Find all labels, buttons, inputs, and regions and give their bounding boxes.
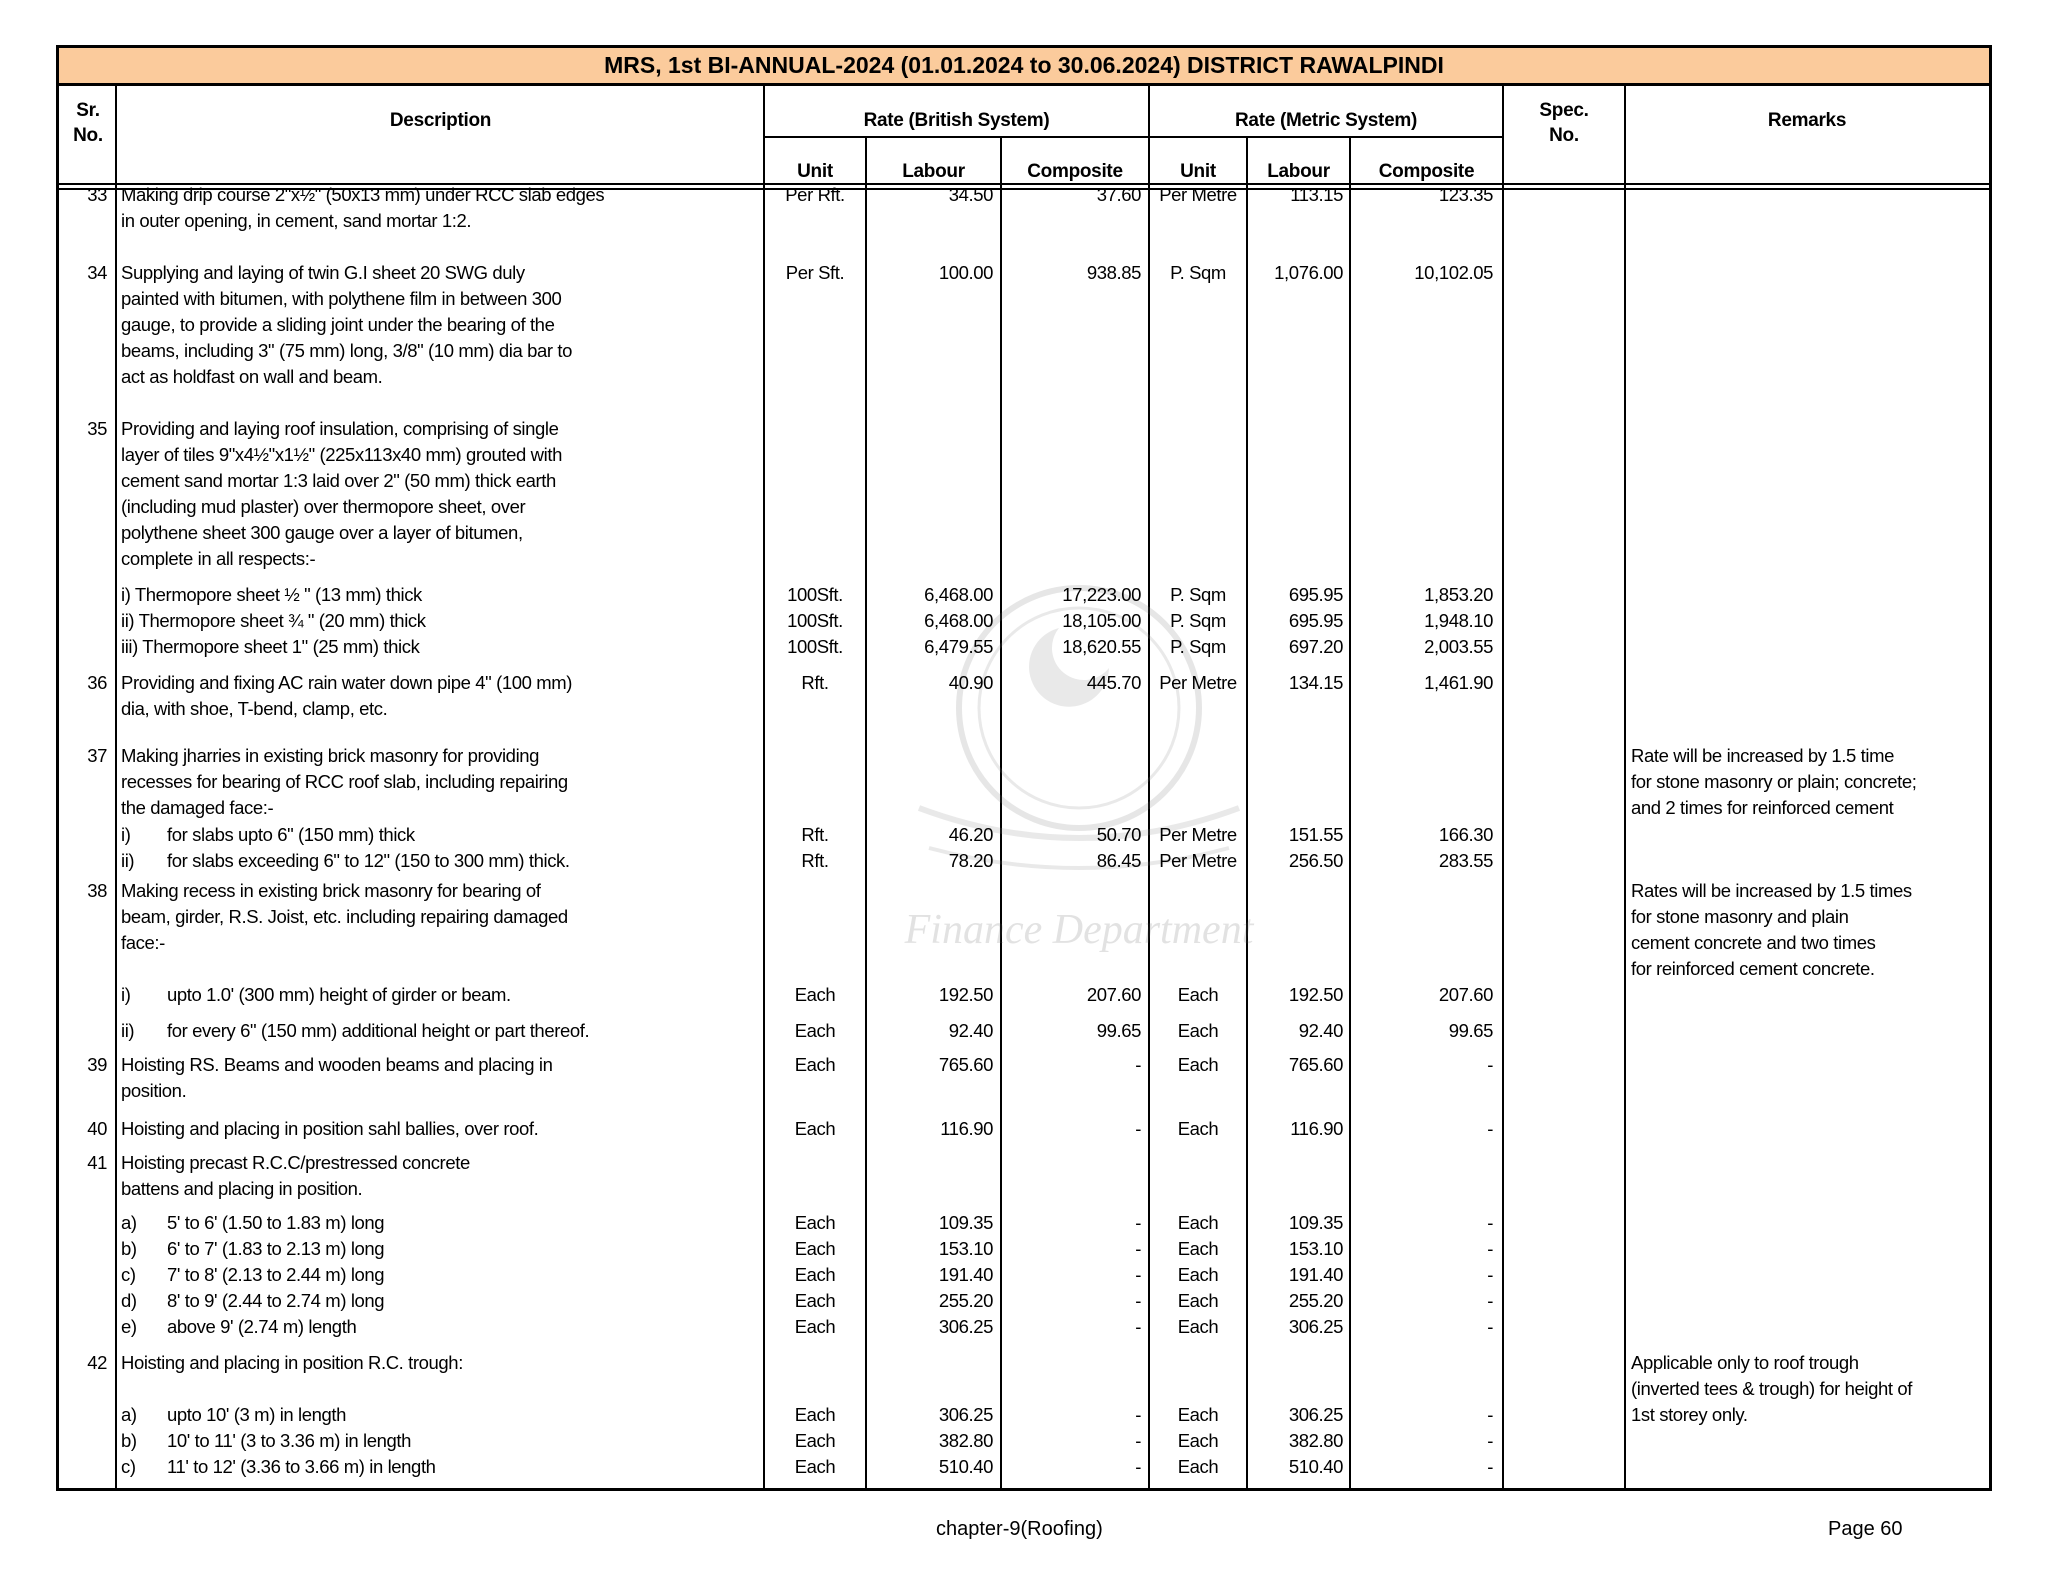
metric-labour-rate: 113.15 <box>1290 184 1343 205</box>
british-composite-rate: 207.60 <box>1086 984 1141 1005</box>
remarks-text: Rates will be increased by 1.5 times <box>1631 880 1912 901</box>
metric-composite-rate: - <box>1487 1290 1493 1311</box>
sub-item-marker: i) <box>121 984 131 1005</box>
metric-labour-rate: 134.15 <box>1288 672 1343 693</box>
description-text: 5' to 6' (1.50 to 1.83 m) long <box>167 1212 385 1233</box>
british-unit: Each <box>794 1238 836 1259</box>
description-text: beams, including 3" (75 mm) long, 3/8" (10 mm) dia bar to <box>121 340 572 361</box>
sub-item-marker: ii) <box>121 1020 135 1041</box>
description-text: above 9' (2.74 m) length <box>167 1316 357 1337</box>
serial-number: 42 <box>87 1352 107 1373</box>
british-unit: Each <box>794 1264 836 1285</box>
metric-composite-rate: 1,948.10 <box>1424 610 1493 631</box>
col-line-sr <box>115 86 117 1488</box>
metric-composite-rate: - <box>1487 1118 1493 1139</box>
metric-labour-rate: 695.95 <box>1288 610 1343 631</box>
british-unit: Each <box>794 1456 836 1477</box>
serial-number: 35 <box>87 418 107 439</box>
british-labour-rate: 306.25 <box>938 1404 993 1425</box>
metric-unit: P. Sqm <box>1170 584 1226 605</box>
description-text: ii) Thermopore sheet ¾ " (20 mm) thick <box>121 610 426 631</box>
metric-labour-rate: 1,076.00 <box>1274 262 1343 283</box>
british-unit: Rft. <box>801 824 829 845</box>
british-composite-rate: 18,105.00 <box>1062 610 1141 631</box>
description-text: polythene sheet 300 gauge over a layer of bitumen, <box>121 522 523 543</box>
british-labour-rate: 510.40 <box>938 1456 993 1477</box>
metric-unit: Per Metre <box>1159 824 1237 845</box>
british-unit: Each <box>794 1054 836 1075</box>
metric-unit: Each <box>1177 1316 1219 1337</box>
serial-number: 41 <box>87 1152 107 1173</box>
serial-number: 39 <box>87 1054 107 1075</box>
british-unit: Each <box>794 1316 836 1337</box>
header-description: Description <box>389 110 492 131</box>
serial-number: 33 <box>87 184 107 205</box>
british-composite-rate: - <box>1135 1430 1141 1451</box>
description-text: Making jharries in existing brick masonry for providing <box>121 745 540 766</box>
metric-labour-rate: 109.35 <box>1288 1212 1343 1233</box>
metric-composite-rate: - <box>1487 1054 1493 1075</box>
british-composite-rate: - <box>1135 1456 1141 1477</box>
british-composite-rate: 18,620.55 <box>1062 636 1141 657</box>
sub-item-marker: b) <box>121 1238 137 1259</box>
british-unit: Each <box>794 1212 836 1233</box>
british-composite-rate: 17,223.00 <box>1062 584 1141 605</box>
header-metric-labour: Labour <box>1267 161 1330 182</box>
description-text: upto 1.0' (300 mm) height of girder or beam. <box>167 984 511 1005</box>
metric-composite-rate: - <box>1487 1316 1493 1337</box>
description-text: in outer opening, in cement, sand mortar 1:2. <box>121 210 472 231</box>
british-unit: Rft. <box>801 672 829 693</box>
header-british-unit: Unit <box>797 161 833 182</box>
serial-number: 37 <box>87 745 107 766</box>
metric-unit: Each <box>1177 1118 1219 1139</box>
metric-composite-rate: 10,102.05 <box>1414 262 1493 283</box>
metric-composite-rate: 283.55 <box>1438 850 1493 871</box>
metric-labour-rate: 256.50 <box>1288 850 1343 871</box>
british-composite-rate: 99.65 <box>1096 1020 1141 1041</box>
metric-labour-rate: 765.60 <box>1288 1054 1343 1075</box>
metric-labour-rate: 191.40 <box>1288 1264 1343 1285</box>
description-text: Supplying and laying of twin G.I sheet 20 SWG duly <box>121 262 525 283</box>
header-british-system: Rate (British System) <box>863 110 1050 131</box>
sub-item-marker: c) <box>121 1456 136 1477</box>
british-labour-rate: 40.90 <box>948 672 993 693</box>
description-text: 6' to 7' (1.83 to 2.13 m) long <box>167 1238 385 1259</box>
description-text: Hoisting and placing in position R.C. trough: <box>121 1352 463 1373</box>
british-labour-rate: 6,479.55 <box>924 636 993 657</box>
metric-unit: Each <box>1177 1430 1219 1451</box>
header-spec-no: Spec. No. <box>1539 100 1589 146</box>
british-unit: Each <box>794 1430 836 1451</box>
metric-labour-rate: 255.20 <box>1288 1290 1343 1311</box>
british-labour-rate: 382.80 <box>938 1430 993 1451</box>
metric-unit: Each <box>1177 1456 1219 1477</box>
metric-unit: Per Metre <box>1159 672 1237 693</box>
description-text: Providing and fixing AC rain water down pipe 4" (100 mm) <box>121 672 573 693</box>
metric-labour-rate: 116.90 <box>1290 1118 1343 1139</box>
sub-item-marker: i) <box>121 824 131 845</box>
footer-page-number: Page 60 <box>1828 1518 1903 1540</box>
rate-table <box>56 45 1992 1491</box>
british-labour-rate: 255.20 <box>938 1290 993 1311</box>
sub-item-marker: ii) <box>121 850 135 871</box>
description-text: cement sand mortar 1:3 laid over 2" (50 mm) thick earth <box>121 470 556 491</box>
metric-unit: P. Sqm <box>1170 610 1226 631</box>
remarks-text: for reinforced cement concrete. <box>1631 958 1875 979</box>
metric-unit: P. Sqm <box>1170 636 1226 657</box>
header-metric-system: Rate (Metric System) <box>1235 110 1417 131</box>
description-text: upto 10' (3 m) in length <box>167 1404 347 1425</box>
metric-labour-rate: 92.40 <box>1298 1020 1343 1041</box>
description-text: for every 6" (150 mm) additional height or part thereof. <box>167 1020 590 1041</box>
sub-item-marker: a) <box>121 1212 137 1233</box>
british-unit: Per Sft. <box>785 262 845 283</box>
serial-number: 40 <box>87 1118 107 1139</box>
description-text: i) Thermopore sheet ½ " (13 mm) thick <box>121 584 422 605</box>
description-text: face:- <box>121 932 165 953</box>
british-labour-rate: 109.35 <box>938 1212 993 1233</box>
description-text: Providing and laying roof insulation, comprising of single <box>121 418 559 439</box>
metric-labour-rate: 306.25 <box>1288 1316 1343 1337</box>
header-metric-unit: Unit <box>1180 161 1216 182</box>
serial-number: 34 <box>87 262 107 283</box>
description-text: Hoisting RS. Beams and wooden beams and placing in <box>121 1054 553 1075</box>
header-divider-sub <box>764 136 1503 138</box>
metric-composite-rate: 1,853.20 <box>1424 584 1493 605</box>
watermark-text: Finance Department <box>904 907 1254 953</box>
description-text: for slabs upto 6" (150 mm) thick <box>167 824 415 845</box>
metric-composite-rate: - <box>1487 1404 1493 1425</box>
metric-labour-rate: 151.55 <box>1288 824 1343 845</box>
metric-unit: Each <box>1177 1212 1219 1233</box>
metric-composite-rate: 166.30 <box>1438 824 1493 845</box>
british-unit: Each <box>794 1118 836 1139</box>
british-composite-rate: 86.45 <box>1096 850 1141 871</box>
metric-unit: Each <box>1177 1290 1219 1311</box>
metric-unit: Each <box>1177 1264 1219 1285</box>
metric-composite-rate: 207.60 <box>1438 984 1493 1005</box>
description-text: iii) Thermopore sheet 1" (25 mm) thick <box>121 636 420 657</box>
metric-composite-rate: 123.35 <box>1438 184 1493 205</box>
description-text: act as holdfast on wall and beam. <box>121 366 383 387</box>
metric-unit: Per Metre <box>1159 184 1237 205</box>
description-text: battens and placing in position. <box>121 1178 363 1199</box>
british-composite-rate: 37.60 <box>1096 184 1141 205</box>
metric-composite-rate: 2,003.55 <box>1424 636 1493 657</box>
description-text: Hoisting precast R.C.C/prestressed concrete <box>121 1152 470 1173</box>
remarks-text: Applicable only to roof trough <box>1631 1352 1859 1373</box>
remarks-text: (inverted tees & trough) for height of <box>1631 1378 1912 1399</box>
metric-labour-rate: 510.40 <box>1288 1456 1343 1477</box>
british-composite-rate: - <box>1135 1054 1141 1075</box>
british-unit: Each <box>794 1290 836 1311</box>
header-remarks: Remarks <box>1767 110 1847 131</box>
remarks-text: for stone masonry and plain <box>1631 906 1849 927</box>
metric-unit: Each <box>1177 1020 1219 1041</box>
british-labour-rate: 46.20 <box>948 824 993 845</box>
remarks-text: 1st storey only. <box>1631 1404 1748 1425</box>
british-labour-rate: 100.00 <box>938 262 993 283</box>
british-unit: Each <box>794 1404 836 1425</box>
british-unit: 100Sft. <box>787 584 843 605</box>
serial-number: 36 <box>87 672 107 693</box>
british-composite-rate: - <box>1135 1264 1141 1285</box>
british-labour-rate: 306.25 <box>938 1316 993 1337</box>
british-composite-rate: - <box>1135 1238 1141 1259</box>
metric-unit: Each <box>1177 1404 1219 1425</box>
british-unit: Per Rft. <box>785 184 845 205</box>
british-composite-rate: 445.70 <box>1086 672 1141 693</box>
description-text: 8' to 9' (2.44 to 2.74 m) long <box>167 1290 385 1311</box>
col-line-mcomp <box>1502 86 1504 1488</box>
header-british-composite: Composite <box>1027 161 1123 182</box>
british-unit: Each <box>794 1020 836 1041</box>
sub-item-marker: e) <box>121 1316 137 1337</box>
metric-labour-rate: 153.10 <box>1288 1238 1343 1259</box>
metric-composite-rate: - <box>1487 1238 1493 1259</box>
sub-item-marker: d) <box>121 1290 137 1311</box>
metric-composite-rate: - <box>1487 1430 1493 1451</box>
metric-labour-rate: 697.20 <box>1288 636 1343 657</box>
header-sr: Sr. No. <box>73 100 103 146</box>
metric-unit: Each <box>1177 984 1219 1005</box>
metric-composite-rate: 99.65 <box>1448 1020 1493 1041</box>
col-line-spec <box>1624 86 1626 1488</box>
british-unit: 100Sft. <box>787 636 843 657</box>
description-text: complete in all respects:- <box>121 548 316 569</box>
british-composite-rate: - <box>1135 1118 1141 1139</box>
metric-composite-rate: 1,461.90 <box>1424 672 1493 693</box>
remarks-text: for stone masonry or plain; concrete; <box>1631 771 1917 792</box>
british-composite-rate: - <box>1135 1316 1141 1337</box>
description-text: Making drip course 2"x½" (50x13 mm) under RCC slab edges <box>121 184 605 205</box>
metric-unit: Each <box>1177 1054 1219 1075</box>
description-text: Hoisting and placing in position sahl ballies, over roof. <box>121 1118 539 1139</box>
metric-labour-rate: 306.25 <box>1288 1404 1343 1425</box>
metric-labour-rate: 695.95 <box>1288 584 1343 605</box>
british-labour-rate: 765.60 <box>938 1054 993 1075</box>
british-composite-rate: 50.70 <box>1096 824 1141 845</box>
sub-item-marker: c) <box>121 1264 136 1285</box>
british-labour-rate: 192.50 <box>938 984 993 1005</box>
british-composite-rate: - <box>1135 1404 1141 1425</box>
metric-composite-rate: - <box>1487 1264 1493 1285</box>
british-unit: 100Sft. <box>787 610 843 631</box>
sub-item-marker: a) <box>121 1404 137 1425</box>
description-text: painted with bitumen, with polythene film in between 300 <box>121 288 562 309</box>
british-unit: Each <box>794 984 836 1005</box>
remarks-text: cement concrete and two times <box>1631 932 1876 953</box>
metric-composite-rate: - <box>1487 1212 1493 1233</box>
description-text: 7' to 8' (2.13 to 2.44 m) long <box>167 1264 385 1285</box>
british-labour-rate: 153.10 <box>938 1238 993 1259</box>
header-metric-composite: Composite <box>1378 161 1475 182</box>
metric-unit: Per Metre <box>1159 850 1237 871</box>
description-text: beam, girder, R.S. Joist, etc. including repairing damaged <box>121 906 568 927</box>
british-composite-rate: - <box>1135 1212 1141 1233</box>
description-text: layer of tiles 9"x4½"x1½" (225x113x40 mm) grouted with <box>121 444 562 465</box>
british-labour-rate: 116.90 <box>940 1118 993 1139</box>
british-labour-rate: 92.40 <box>948 1020 993 1041</box>
footer-chapter: chapter-9(Roofing) <box>936 1518 1103 1540</box>
british-labour-rate: 191.40 <box>938 1264 993 1285</box>
description-text: the damaged face:- <box>121 797 274 818</box>
description-text: 11' to 12' (3.36 to 3.66 m) in length <box>167 1456 436 1477</box>
description-text: gauge, to provide a sliding joint under the bearing of the <box>121 314 555 335</box>
serial-number: 38 <box>87 880 107 901</box>
description-text: recesses for bearing of RCC roof slab, including repairing <box>121 771 568 792</box>
description-text: Making recess in existing brick masonry for bearing of <box>121 880 541 901</box>
description-text: position. <box>121 1080 187 1101</box>
sub-item-marker: b) <box>121 1430 137 1451</box>
british-labour-rate: 78.20 <box>948 850 993 871</box>
british-labour-rate: 6,468.00 <box>924 610 993 631</box>
remarks-text: and 2 times for reinforced cement <box>1631 797 1894 818</box>
british-composite-rate: - <box>1135 1290 1141 1311</box>
header-british-labour: Labour <box>902 161 965 182</box>
metric-unit: P. Sqm <box>1170 262 1226 283</box>
british-unit: Rft. <box>801 850 829 871</box>
british-composite-rate: 938.85 <box>1086 262 1141 283</box>
description-text: 10' to 11' (3 to 3.36 m) in length <box>167 1430 412 1451</box>
description-text: (including mud plaster) over thermopore sheet, over <box>121 496 526 517</box>
metric-labour-rate: 382.80 <box>1288 1430 1343 1451</box>
metric-labour-rate: 192.50 <box>1288 984 1343 1005</box>
british-labour-rate: 34.50 <box>948 184 993 205</box>
metric-composite-rate: - <box>1487 1456 1493 1477</box>
table-title: MRS, 1st BI-ANNUAL-2024 (01.01.2024 to 30.06.2024) DISTRICT RAWALPINDI <box>59 48 1989 86</box>
metric-unit: Each <box>1177 1238 1219 1259</box>
description-text: dia, with shoe, T-bend, clamp, etc. <box>121 698 388 719</box>
remarks-text: Rate will be increased by 1.5 time <box>1631 745 1895 766</box>
description-text: for slabs exceeding 6" to 12" (150 to 300 mm) thick. <box>167 850 570 871</box>
british-labour-rate: 6,468.00 <box>924 584 993 605</box>
